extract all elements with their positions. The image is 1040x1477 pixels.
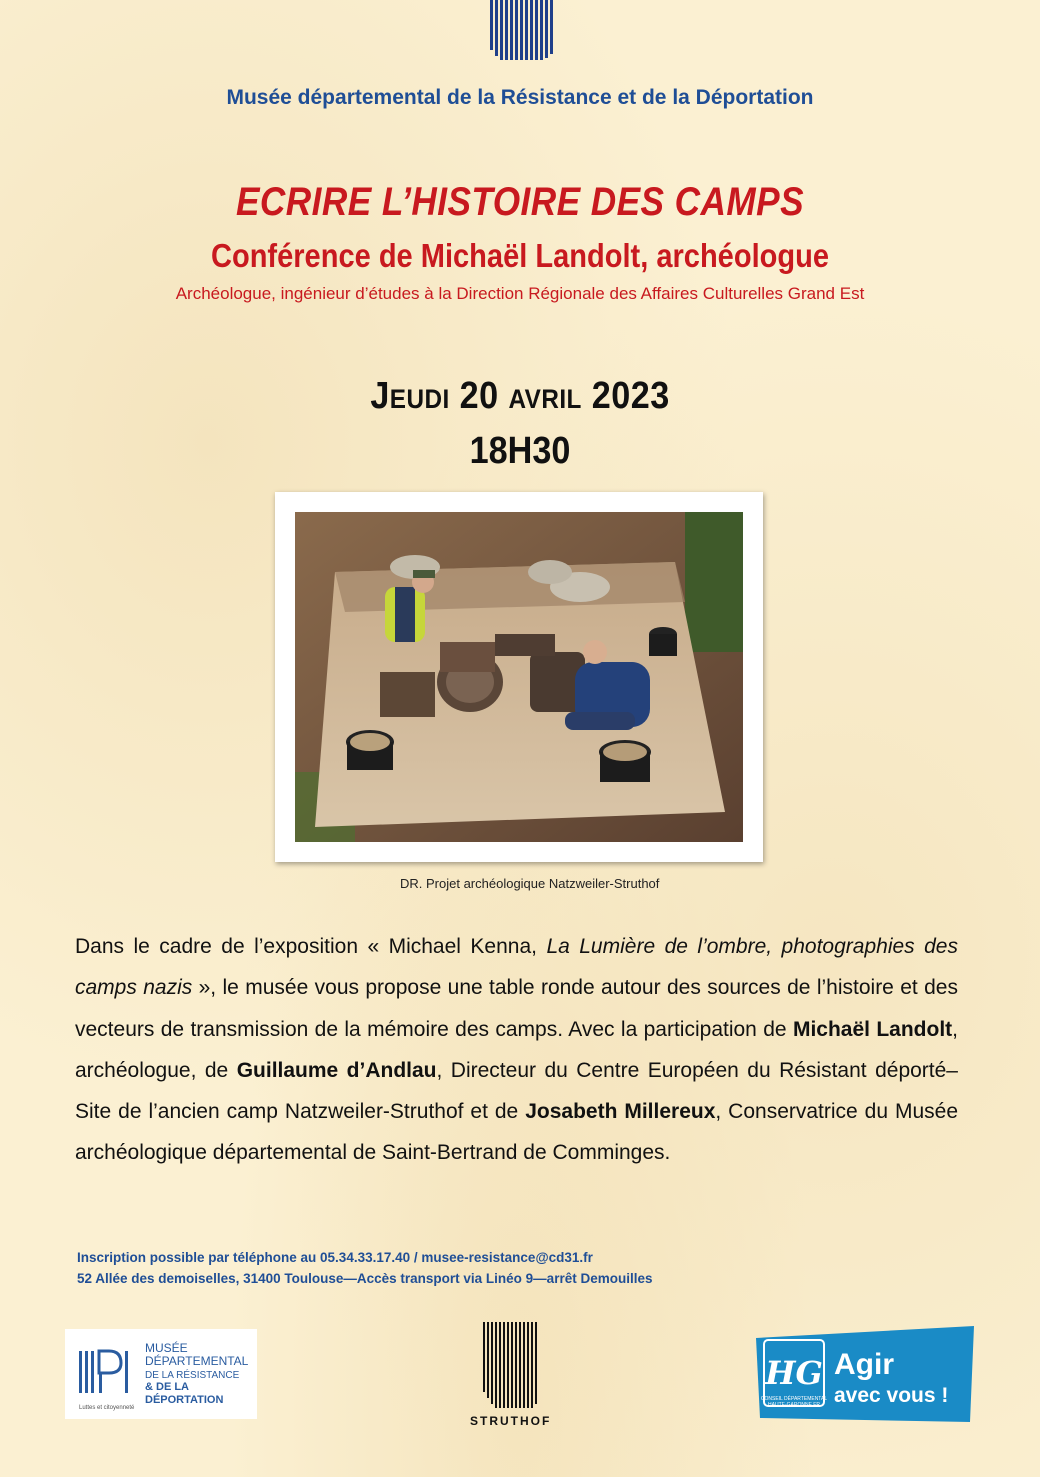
- event-title: ECRIRE L’HISTOIRE DES CAMPS: [236, 180, 804, 224]
- event-date: Jeudi 20 avril 2023: [370, 375, 670, 417]
- exhibition-title: La Lumière de l’ombre, photographies des camps nazis: [75, 935, 958, 1000]
- svg-text:CONSEIL DÉPARTEMENTAL: CONSEIL DÉPARTEMENTAL: [760, 1396, 828, 1402]
- speaker-name-3: Josabeth Millereux: [525, 1100, 716, 1124]
- museum-mark-icon: [79, 1349, 131, 1395]
- contact-registration: Inscription possible par téléphone au 05.34.33.17.40 / musee-resistance@cd31.fr: [77, 1250, 593, 1265]
- svg-text:avec vous !: avec vous !: [834, 1384, 949, 1407]
- museum-line: Musée départemental de la Résistance et de la Déportation: [226, 86, 814, 109]
- haute-garonne-logo: [756, 1326, 976, 1426]
- struthof-top-bars-icon: [489, 0, 553, 60]
- excavation-photo: [275, 492, 763, 862]
- event-subtitle: Conférence de Michaël Landolt, archéologue: [210, 237, 830, 274]
- speaker-name-2: Guillaume d’Andlau: [236, 1058, 437, 1082]
- body-paragraph: Dans le cadre de l’exposition « Michael Kenna, La Lumière de l’ombre, photographies des camps nazis », le musée vous propose une table ronde autour des sources de l’histoire et des vecteurs de transmission de la mémoire des camps. Avec la participation de Michaël Landolt, archéologue, de Guillaume d’Andlau, Directeur du Centre Européen du Résistant déporté– Site de l’ancien camp Natzweiler-Struthof et de Josabeth Millereux, Conservatrice du Musée archéologique départemental de Saint-Bertrand de Comminges.: [75, 935, 959, 1165]
- excavation-photo-image: [295, 512, 743, 842]
- contact-address: 52 Allée des demoiselles, 31400 Toulouse—Accès transport via Linéo 9—arrêt Demouilles: [77, 1271, 653, 1286]
- struthof-bars-icon: [482, 1322, 538, 1408]
- svg-text:HG: HG: [765, 1354, 823, 1392]
- struthof-logo: STRUTHOF: [470, 1322, 550, 1432]
- speaker-name-1: Michaël Landolt: [792, 1017, 953, 1041]
- svg-text:Agir: Agir: [834, 1348, 894, 1381]
- event-tagline: Archéologue, ingénieur d’études à la Direction Régionale des Affaires Culturelles Grand Est: [175, 284, 865, 303]
- svg-text:HAUTE-GARONNE.FR: HAUTE-GARONNE.FR: [768, 1402, 820, 1408]
- photo-caption: DR. Projet archéologique Natzweiler-Struthof: [400, 876, 660, 891]
- museum-logo: MUSÉE DÉPARTEMENTAL DE LA RÉSISTANCE & DE LA DÉPORTATION Luttes et citoyenneté: [65, 1329, 257, 1419]
- hg-logo-icon: [756, 1326, 976, 1426]
- event-time: 18H30: [469, 430, 571, 472]
